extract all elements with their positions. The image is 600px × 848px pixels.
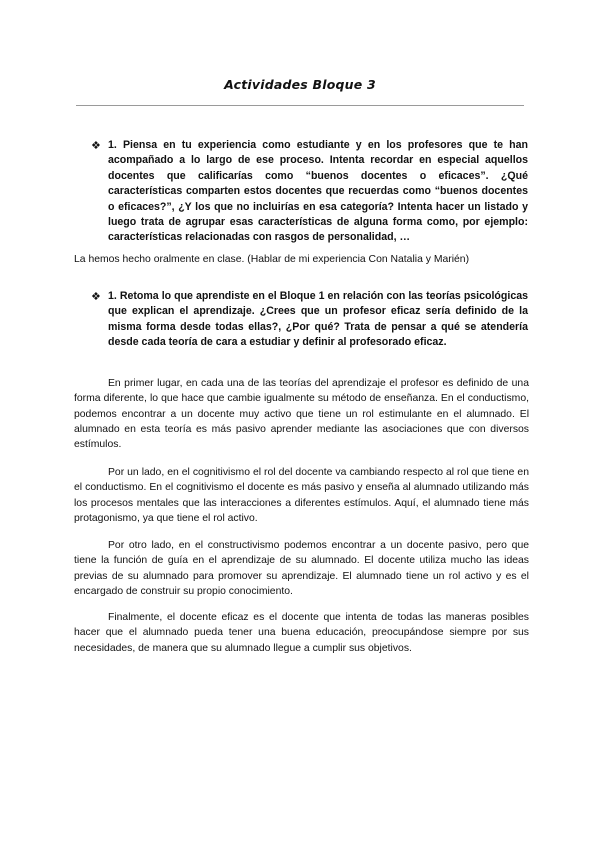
- answer-note: La hemos hecho oralmente en clase. (Hablar de mi experiencia Con Natalia y Marién): [74, 254, 470, 265]
- paragraph-1: En primer lugar, en cada una de las teorías del aprendizaje el profesor es definido de una forma diferente, lo que hace que cambie igualmente su método de enseñanza. En el conductismo, podemos encontrar a un docente muy activo que tiene un rol estimulante en el alumnado. El alumnado en esta teoría es más pasivo aprender mediante las asociaciones que con diversos estímulos.: [74, 378, 529, 451]
- diamond-bullet-icon: ❖: [91, 139, 101, 152]
- diamond-bullet-icon: ❖: [91, 290, 101, 303]
- paragraph-3: Por otro lado, en el constructivismo podemos encontrar a un docente pasivo, pero que tiene la función de guía en el aprendizaje de su alumnado. El docente utiliza mucho las ideas previas de su alumnado para promover su aprendizaje. El alumnado tiene un rol activo y es el encargado de construir su propio conocimiento.: [74, 540, 529, 597]
- question-1-text: 1. Piensa en tu experiencia como estudiante y en los profesores que te han acompañado a lo largo de ese proceso. Intenta recordar en especial aquellos docentes que calificarías como “buenos docentes o eficaces”. ¿Qué características comparten estos docentes que recuerdas como “buenos docentes o eficaces?”, ¿Y los que no incluirías en esa categoría? Intenta hacer un listado y luego trata de agrupar esas características de alguna forma como, por ejemplo: características relacionadas con rasgos de personalidad, …: [108, 139, 528, 244]
- title-divider: [76, 105, 524, 106]
- paragraph-2: Por un lado, en el cognitivismo el rol del docente va cambiando respecto al rol que tiene en el conductismo. En el cognitivismo el docente es más pasivo y enseña al alumnado utilizando más los procesos mentales que las interacciones a diferentes estímulos. Aquí, el alumnado tiene más protagonismo, ya que tiene el rol activo.: [74, 467, 529, 524]
- paragraph-4: Finalmente, el docente eficaz es el docente que intenta de todas las maneras posibles hacer que el alumnado pueda tener una buena educación, preocupándose siempre por sus necesidades, de manera que su alumnado llegue a cumplir sus objetivos.: [74, 612, 529, 654]
- question-2-text: 1. Retoma lo que aprendiste en el Bloque 1 en relación con las teorías psicológicas que explican el aprendizaje. ¿Crees que un profesor eficaz sería definido de la misma forma desde todas ellas?, ¿Por qué? Trata de pensar a qué se atendería desde cada teoría de cara a estudiar y definir al profesorado eficaz.: [108, 290, 528, 349]
- page-title: Actividades Bloque 3: [224, 77, 376, 92]
